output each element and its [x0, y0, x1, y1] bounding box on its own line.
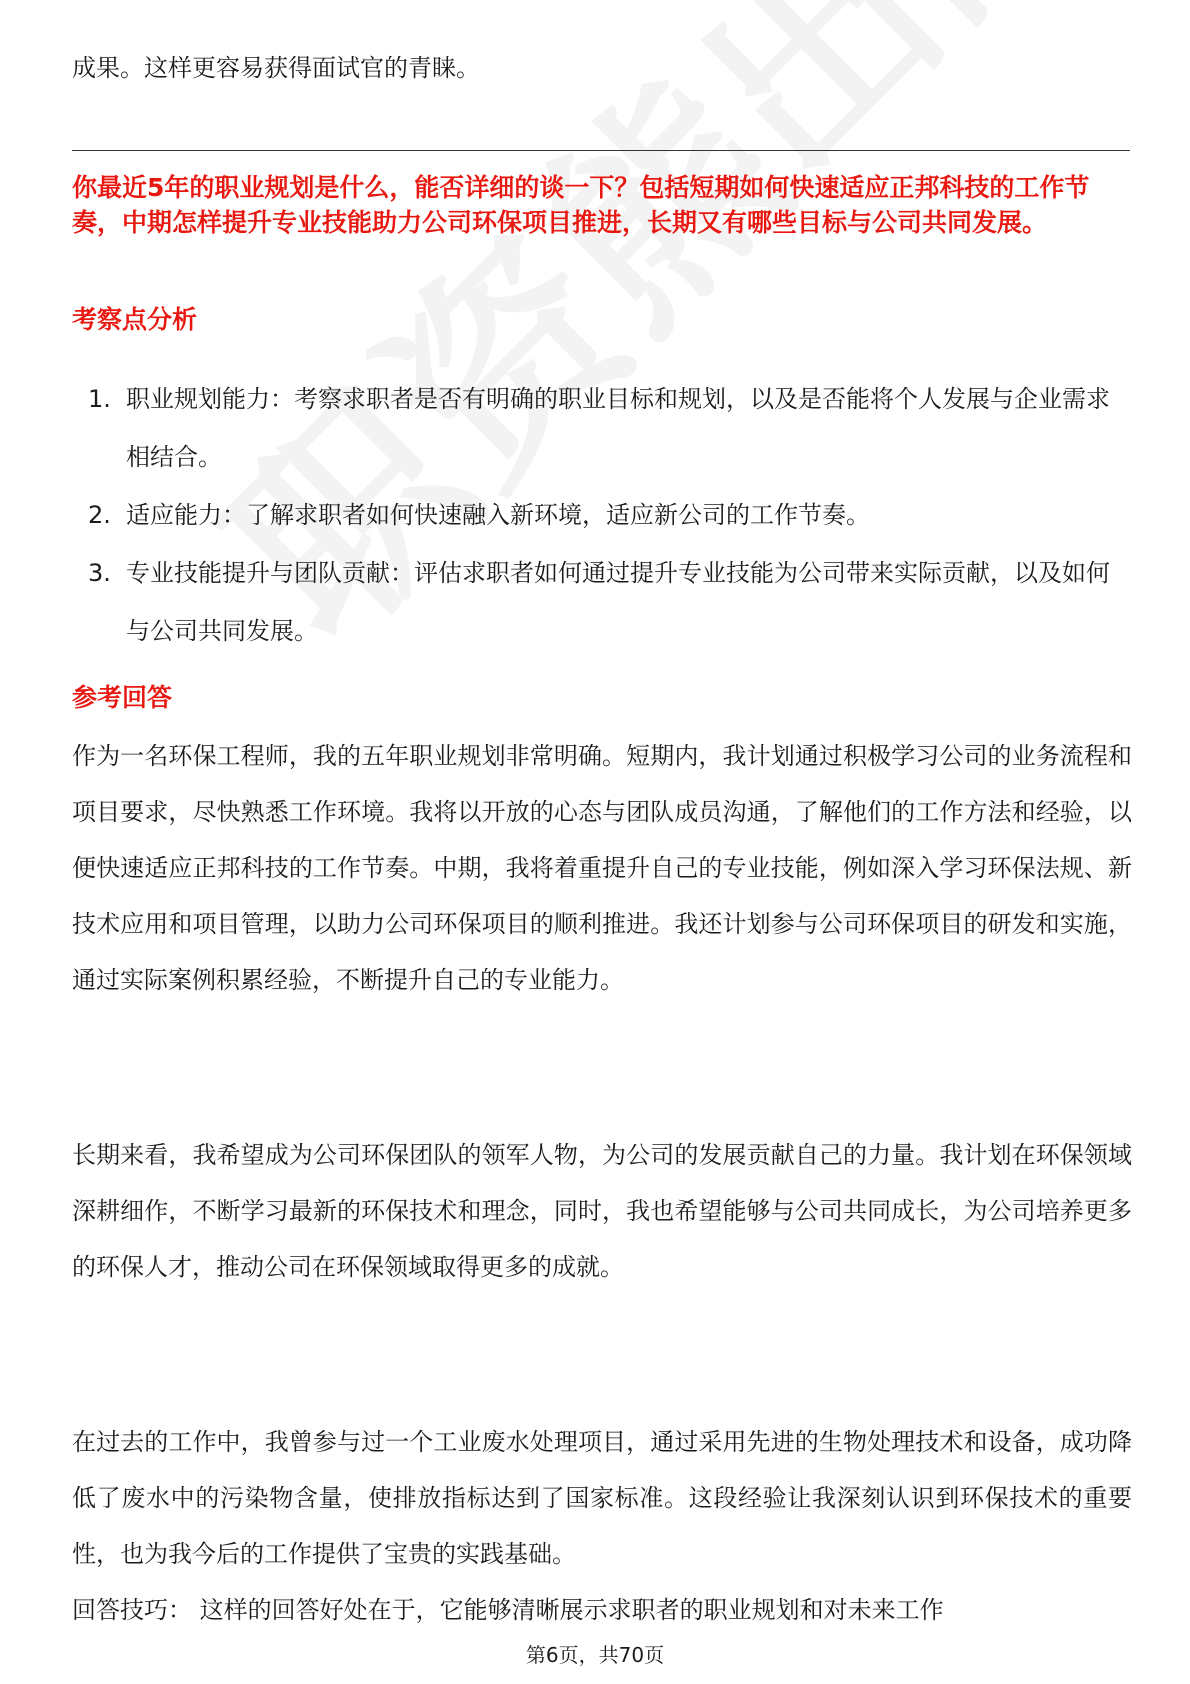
list-item: [72, 370, 1132, 486]
list-number: 1.: [88, 385, 111, 413]
list-number: 2.: [88, 501, 111, 529]
list-item: [72, 486, 1132, 544]
continued-paragraph: 成果。这样更容易获得面试官的青睐。: [72, 54, 480, 82]
analysis-heading: 考察点分析: [72, 305, 198, 334]
answer-heading: 参考回答: [72, 683, 173, 712]
answer-tip: 回答技巧： 这样的回答好处在于，它能够清晰展示求职者的职业规划和对未来工作: [72, 1596, 944, 1624]
answer-paragraph: 作为一名环保工程师，我的五年职业规划非常明确。短期内，我计划通过积极学习公司的业务流程和项目要求，尽快熟悉工作环境。我将以开放的心态与团队成员沟通，了解他们的工作方法和经验，以便快速适应正邦科技的工作节奏。中期，我将着重提升自己的专业技能，例如深入学习环保法规、新技术应用和项目管理，以助力公司环保项目的顺利推进。我还计划参与公司环保项目的研发和实施，通过实际案例积累经验，不断提升自己的专业能力。: [72, 742, 1132, 994]
list-item: [72, 544, 1132, 660]
list-text: 适应能力：了解求职者如何快速融入新环境，适应新公司的工作节奏。: [126, 501, 870, 529]
interview-question: 你最近5年的职业规划是什么，能否详细的谈一下？包括短期如何快速适应正邦科技的工作节奏，中期怎样提升专业技能助力公司环保项目推进，长期又有哪些目标与公司共同发展。: [72, 173, 1090, 237]
answer-paragraph: 长期来看，我希望成为公司环保团队的领军人物，为公司的发展贡献自己的力量。我计划在环保领域深耕细作，不断学习最新的环保技术和理念，同时，我也希望能够与公司共同成长，为公司培养更多的环保人才，推动公司在环保领域取得更多的成就。: [72, 1141, 1132, 1281]
list-text: 专业技能提升与团队贡献：评估求职者如何通过提升专业技能为公司带来实际贡献，以及如何与公司共同发展。: [126, 559, 1110, 645]
list-number: 3.: [88, 559, 111, 587]
answer-paragraph: 在过去的工作中，我曾参与过一个工业废水处理项目，通过采用先进的生物处理技术和设备，成功降低了废水中的污染物含量，使排放指标达到了国家标准。这段经验让我深刻认识到环保技术的重要性，也为我今后的工作提供了宝贵的实践基础。: [72, 1428, 1132, 1568]
list-text: 职业规划能力：考察求职者是否有明确的职业目标和规划，以及是否能将个人发展与企业需求相结合。: [126, 385, 1110, 471]
page-footer: 第6页，共70页: [525, 1643, 665, 1667]
section-divider: [72, 150, 1130, 151]
analysis-list: [72, 370, 1132, 660]
